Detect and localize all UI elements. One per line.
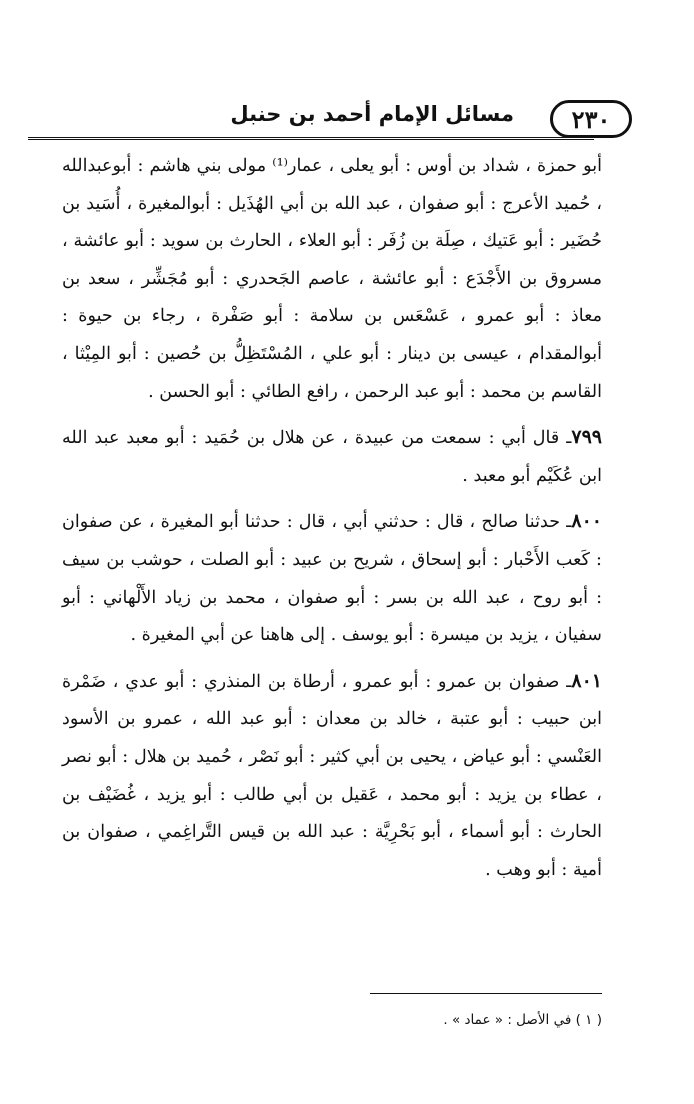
text-line: أبوعبدالله ، حُميد الأعرج : أبو صفوان ، عبد الله بن أبي الهُذَيل : [62, 156, 603, 214]
body-text [62, 148, 602, 889]
text-line: ابن عُكَيْم أبو معبد . [462, 465, 602, 486]
text-line: أبو صَفْرة ، رجاء بن حيوة : أبوالمقدام ، عيسى بن دينار : أبو علي ، [62, 306, 603, 364]
text-line: أبو حمزة ، شداد بن أوس : أبو يعلى ، عمار⁽¹⁾ مولى بني هاشم : [137, 156, 602, 176]
text-line: زياد الأَلْهاني : أبو سفيان ، يزيد بن ميسرة : أبو يوسف . إلى هاهنا عن [62, 587, 602, 646]
entry-number: ٧٩٩ [571, 426, 602, 449]
text-line: المُسْتَظِلُّ بن حُصين : أبو المِيْثا ، القاسم بن محمد : أبو عبد الرحمن ، [62, 343, 602, 402]
entry-number: ٨٠٠ [571, 510, 603, 533]
text-line: حوشب بن سيف : أبو روح ، عبد الله بن بسر : أبو صفوان ، محمد بن [62, 549, 603, 608]
text-line: العَنْسي : أبو عياض ، يحيى بن أبي كثير : أبو نَصْر ، حُميد بن هلال : [122, 746, 603, 767]
running-title: مسائل الإمام أحمد بن حنبل [230, 102, 514, 126]
text-line: صفوان : كَعب الأَحْبار : أبو إسحاق ، شريح بن عبيد : أبو الصلت ، [62, 512, 602, 570]
footnote: ( ١ ) في الأصل : « عماد » . [443, 1012, 602, 1028]
footnote-rule [370, 993, 602, 994]
intro-paragraph [62, 148, 602, 411]
text-line: غُضَيْف بن الحارث : أبو أسماء ، أبو بَحْرِيَّة : عبد الله بن قيس [62, 784, 602, 843]
entry-799 [62, 419, 602, 495]
page-number-badge: ٢٣٠ [550, 100, 632, 138]
text-line: أبو نصر ، عطاء بن يزيد : أبو محمد ، عَقيل بن أبي طالب : أبو يزيد ، [62, 746, 602, 805]
text-line: التَّراغِمي ، صفوان بن أمية : أبو وهب . [62, 822, 602, 880]
text-line: أبوالمغيرة ، أُسَيد بن حُضَير : أبو عَتيك ، صِلَة بن زُفَر : أبو العلاء ، [62, 193, 603, 252]
header-rule [28, 137, 594, 140]
text-line: ابن حبيب : أبو عتبة ، خالد بن معدان : أبو عبد الله ، عمرو بن الأسود [62, 709, 602, 730]
text-line: الحارث بن سويد : أبو عائشة ، مسروق بن الأَجْدَع : أبو عائشة ، عاصم [62, 231, 603, 289]
text-line: ـ قال أبي : سمعت من عبيدة ، عن هلال بن حُمَيد : أبو معبد عبد الله [62, 428, 572, 449]
text-line: رافع الطائي : أبو الحسن . [148, 381, 338, 402]
running-head [28, 96, 632, 142]
text-line: ـ صفوان بن عمرو : أبو عمرو ، أرطاة بن المنذري : أبو عدي ، ضَمْرة [62, 671, 572, 692]
text-line: ـ حدثنا صالح ، قال : حدثني أبي ، قال : حدثنا أبو المغيرة ، عن [118, 512, 572, 533]
entry-801 [62, 663, 602, 890]
text-line: أبي المغيرة . [130, 625, 225, 646]
entry-number: ٨٠١ [571, 669, 602, 692]
text-line: الجَحدري : أبو مُجَشِّر ، سعد بن معاذ : أبو عمرو ، عَسْعَس بن سلامة : [62, 268, 602, 327]
entry-800 [62, 503, 602, 654]
